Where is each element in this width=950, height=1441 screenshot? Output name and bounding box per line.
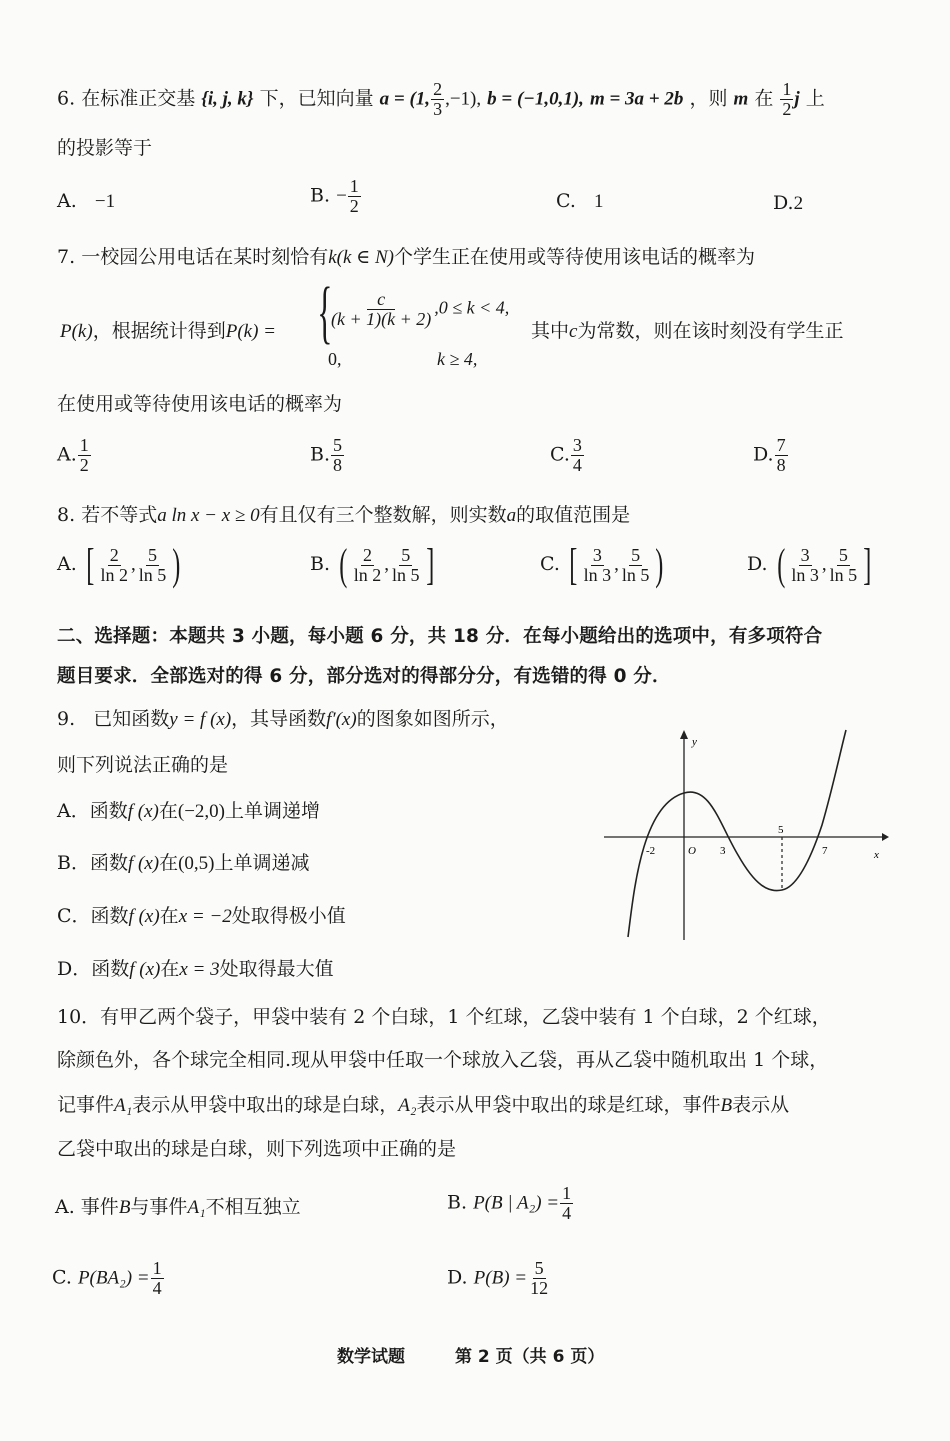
q6-basis: {i, j, k}	[201, 88, 254, 110]
q10-line2: 除颜色外，各个球完全相同.现从甲袋中任取一个球放入乙袋，再从乙袋中随机取出 1 个球，	[57, 1049, 829, 1071]
section2-line1: 二、选择题：本题共 3 小题，每小题 6 分，共 18 分．在每小题给出的选项中，有多项符合	[57, 626, 823, 647]
x-label: x	[874, 849, 879, 861]
q7-pk-eq: P(k) =	[225, 321, 276, 342]
y-label: y	[692, 736, 697, 748]
option-fraction	[775, 436, 788, 475]
q7-number: 7.	[57, 246, 76, 268]
q9-line1	[57, 708, 509, 732]
frac-num: 3	[592, 544, 602, 565]
option-mid: 在	[159, 905, 179, 927]
option-expr: x = −2	[178, 906, 232, 927]
option-f: f (x)	[128, 906, 160, 927]
q8-inequality: a ln x − x ≥ 0	[157, 505, 260, 526]
section2-line2: 题目要求．全部选对的得 6 分，部分选对的得部分分，有选错的得 0 分．	[57, 666, 671, 687]
option-label: D.	[753, 443, 774, 466]
option-mid: 与事件	[130, 1196, 188, 1218]
q7-line1	[57, 246, 755, 270]
option-label: C.	[556, 190, 576, 212]
q10-a1: A₁	[114, 1095, 133, 1116]
q10-option-b	[447, 1184, 574, 1223]
option-label: C.	[550, 443, 570, 466]
frac-den: 4	[572, 454, 582, 475]
frac-den: ln 5	[621, 564, 650, 585]
q10-text2: 表示从甲袋中取出的球是白球，	[132, 1094, 399, 1116]
frac-den: 2	[349, 195, 359, 216]
q9-line2: 则下列说法正确的是	[57, 754, 229, 776]
q9-number: 9.	[57, 708, 76, 730]
q7-k-expr: k(k ∈ N)	[328, 247, 394, 268]
option-end: 上单调递减	[214, 852, 310, 874]
q7-pk	[60, 320, 276, 344]
q10-a2: A₂	[398, 1095, 417, 1116]
q6-text: 在标准正交基	[81, 87, 196, 110]
option-label: B．函数	[57, 852, 128, 874]
q6-text3: ，则	[689, 87, 728, 110]
frac-den: 3	[433, 98, 443, 119]
frac-num: c	[367, 290, 395, 310]
frac-num: 3	[800, 544, 810, 565]
q9-text2: ，其导函数	[231, 708, 327, 730]
option-expr: (−2,0)	[177, 801, 225, 822]
option-end: 处取得极小值	[231, 905, 346, 927]
q7-text: 一校园公用电话在某时刻恰有	[81, 246, 329, 268]
q9-option-c	[57, 905, 346, 929]
option-mid: 在	[160, 958, 180, 980]
q6-line1	[57, 80, 825, 119]
q8-option-a: A. [ $\frac{2}{\ln 2}$ , $\frac{5}{\ln 5}$ )	[57, 540, 181, 589]
q6-option-d	[773, 192, 803, 215]
option-label: D.	[773, 192, 794, 214]
q10-option-a	[55, 1196, 301, 1220]
q7-case2-val: 0,	[328, 349, 342, 369]
tick-7: 7	[822, 845, 828, 857]
q6-text5: 上	[805, 87, 825, 110]
option-expr: (0,5)	[178, 853, 215, 874]
q8-option-b: B. ( $\frac{2}{\ln 2}$ , $\frac{5}{\ln 5}$ ]	[310, 540, 434, 589]
option-fraction	[78, 436, 91, 475]
footer-page-number: 第 2 页（共 6 页）	[455, 1347, 605, 1367]
q7-option-d	[753, 436, 789, 475]
q8-number: 8.	[57, 504, 76, 526]
q10-line4: 乙袋中取出的球是白球，则下列选项中正确的是	[57, 1138, 457, 1160]
frac-num: 3	[572, 435, 582, 455]
q6-vector-m: m = 3a + 2b	[589, 88, 684, 110]
option-mid: 在	[159, 852, 179, 874]
q6-m: m	[733, 88, 749, 110]
q10-option-d	[447, 1259, 551, 1298]
q7-option-a	[57, 436, 92, 475]
q6-option-b	[310, 177, 362, 216]
option-expr: x = 3	[179, 959, 220, 980]
frac-num: 7	[776, 435, 786, 455]
tick-minus-2: -2	[646, 845, 656, 857]
option-fraction	[560, 1184, 573, 1223]
option-value: −1	[94, 191, 116, 212]
option-label: C．函数	[57, 905, 129, 927]
option-f: f (x)	[129, 959, 161, 980]
q6-vector-b: b = (−1,0,1),	[487, 88, 584, 110]
option-f: f (x)	[127, 801, 159, 822]
q6-vector-a: a = (1,	[379, 88, 431, 110]
option-end: 上单调递增	[225, 800, 321, 822]
q7-text3: ，根据统计得到	[92, 320, 226, 342]
frac-num: 2	[433, 79, 443, 99]
q7-text2: 个学生正在使用或等待使用该电话的概率为	[393, 246, 755, 268]
option-label: B.	[447, 1191, 468, 1214]
bracket-left: (	[776, 540, 786, 589]
q6-text2: 下，已知向量	[259, 87, 374, 110]
q7-case2-cond: k ≥ 4,	[437, 349, 478, 369]
option-label: A.	[57, 190, 77, 212]
derivative-curve	[628, 730, 846, 937]
frac-2	[828, 546, 860, 585]
q7-option-b	[310, 436, 345, 475]
origin-label: O	[688, 845, 696, 857]
option-end: 处取得最大值	[219, 958, 334, 980]
q7-line3: 在使用或等待使用该电话的概率为	[57, 393, 343, 415]
frac-2	[137, 546, 169, 585]
frac-num: 2	[362, 544, 372, 565]
option-a1: A₁	[187, 1197, 206, 1218]
q9-derivative: f′(x)	[326, 709, 357, 730]
q8-text2: 有且仅有三个整数解，则实数	[259, 504, 507, 526]
q10-text: 记事件	[57, 1094, 115, 1116]
tick-5: 5	[778, 824, 784, 836]
frac-den: ln 5	[138, 564, 167, 585]
footer-subject: 数学试题	[337, 1347, 405, 1367]
q7-case1-fraction	[329, 290, 433, 329]
option-end: 不相互独立	[205, 1196, 301, 1218]
frac-1	[582, 546, 614, 585]
q8-line1	[57, 504, 630, 528]
option-fraction	[331, 436, 344, 475]
option-fraction	[151, 1259, 164, 1298]
q9-text: 已知函数	[93, 708, 170, 730]
q9-text3: 的图象如图所示，	[356, 708, 509, 730]
frac-num: 5	[401, 544, 411, 565]
q7-case1	[328, 290, 509, 329]
frac-1	[789, 546, 821, 585]
q9-option-a	[57, 800, 320, 824]
option-mid: 在	[158, 800, 178, 822]
q7-option-c	[550, 436, 585, 475]
frac-den: ln 2	[100, 564, 128, 585]
option-expr: P(BA₂) =	[77, 1267, 150, 1289]
frac-den: (k + 1)(k + 2)	[331, 308, 432, 329]
q6-option-c	[556, 190, 604, 213]
option-label: A. 事件	[55, 1196, 119, 1218]
frac-den: 2	[782, 98, 792, 119]
frac-den: 8	[333, 454, 343, 475]
frac-2	[620, 546, 652, 585]
frac-den: ln 5	[391, 564, 420, 585]
q7-line2-rest	[531, 320, 843, 344]
frac-1	[352, 546, 384, 585]
q6-j: j	[794, 88, 800, 110]
option-fraction	[528, 1259, 550, 1298]
q10-option-c	[52, 1259, 165, 1298]
option-b: B	[118, 1197, 131, 1218]
frac-num: 5	[631, 544, 641, 565]
option-label: D.	[747, 553, 768, 575]
q6-line2: 的投影等于	[57, 137, 153, 159]
frac-num: 1	[349, 176, 359, 196]
option-label: C.	[540, 553, 560, 575]
q6-fraction-2-3	[431, 80, 444, 119]
bracket-right: ]	[863, 540, 872, 589]
y-axis-arrow-icon	[680, 730, 688, 739]
q8-option-c: C. [ $\frac{3}{\ln 3}$ , $\frac{5}{\ln 5}$ )	[540, 540, 664, 589]
option-value: 1	[594, 191, 604, 212]
q6-fraction-half	[780, 80, 793, 119]
option-fraction	[348, 177, 361, 216]
q10-b: B	[720, 1095, 733, 1116]
frac-num: 1	[152, 1258, 162, 1278]
frac-den: ln 3	[583, 564, 612, 585]
option-sign: −	[336, 185, 347, 207]
q8-option-d: D. ( $\frac{3}{\ln 3}$ , $\frac{5}{\ln 5}$ ]	[747, 540, 872, 589]
option-expr: P(B) =	[473, 1267, 528, 1289]
frac-num: 1	[782, 79, 792, 99]
q7-text5: 为常数，则在该时刻没有学生正	[577, 320, 844, 342]
frac-den: ln 2	[353, 564, 382, 585]
bracket-left: [	[86, 540, 95, 589]
q10-line1: 10．有甲乙两个袋子，甲袋中装有 2 个白球，1 个红球，乙袋中装有 1 个白球，2 个红球，	[57, 1006, 831, 1028]
q9-option-b	[57, 852, 310, 876]
frac-den: 2	[79, 454, 89, 475]
q7-pk-label: P(k)	[60, 321, 93, 342]
q10-line3	[57, 1094, 789, 1118]
option-label: A.	[57, 553, 77, 575]
option-label: A.	[57, 443, 77, 466]
option-label: D．函数	[57, 958, 130, 980]
option-expr: P(B | A₂) =	[473, 1192, 560, 1214]
q7-c: c	[569, 321, 578, 342]
option-label: A．函数	[57, 800, 128, 822]
frac-den: 4	[152, 1277, 162, 1298]
q8-text: 若不等式	[81, 504, 158, 526]
frac-num: 1	[79, 435, 89, 455]
bracket-right: ]	[425, 540, 434, 589]
q10-text4: 表示从	[732, 1094, 790, 1116]
q9-option-d	[57, 958, 334, 982]
q8-a: a	[506, 505, 517, 526]
q9-derivative-graph	[600, 725, 890, 945]
option-label: B.	[310, 553, 331, 575]
bracket-left: (	[339, 540, 348, 589]
bracket-right: )	[172, 540, 181, 589]
option-label: D.	[447, 1266, 468, 1289]
q6-number: 6.	[57, 87, 76, 110]
frac-den: 12	[530, 1277, 549, 1298]
q10-text3: 表示从甲袋中取出的球是红球，事件	[416, 1094, 721, 1116]
bracket-right: )	[655, 540, 664, 589]
q9-function: y = f (x)	[169, 709, 232, 730]
frac-num: 5	[147, 544, 157, 565]
brace-icon: {	[317, 274, 333, 351]
frac-den: ln 5	[829, 564, 858, 585]
frac-den: 8	[776, 454, 786, 475]
q6-text4: 在	[754, 87, 774, 110]
q7-text4: 其中	[531, 320, 570, 342]
frac-den: 4	[562, 1202, 572, 1223]
option-fraction	[571, 436, 584, 475]
frac-num: 5	[838, 544, 848, 565]
q6-option-a	[57, 190, 115, 213]
q8-text3: 的取值范围是	[516, 504, 631, 526]
frac-den: ln 3	[791, 564, 819, 585]
x-axis-arrow-icon	[882, 833, 889, 841]
option-value: 2	[793, 193, 804, 214]
frac-num: 5	[534, 1258, 544, 1278]
q7-case1-cond: ,0 ≤ k < 4,	[434, 297, 510, 318]
bracket-left: [	[569, 540, 578, 589]
frac-2	[390, 546, 422, 585]
frac-1	[98, 546, 130, 585]
q6-vector-a-end: ,−1),	[445, 88, 482, 110]
frac-num: 1	[562, 1183, 572, 1203]
frac-num: 5	[333, 435, 343, 455]
option-label: C.	[52, 1266, 72, 1289]
option-f: f (x)	[127, 853, 160, 874]
option-label: B.	[310, 184, 331, 207]
option-label: B.	[310, 443, 331, 466]
frac-num: 2	[109, 544, 119, 565]
tick-3: 3	[720, 845, 726, 857]
